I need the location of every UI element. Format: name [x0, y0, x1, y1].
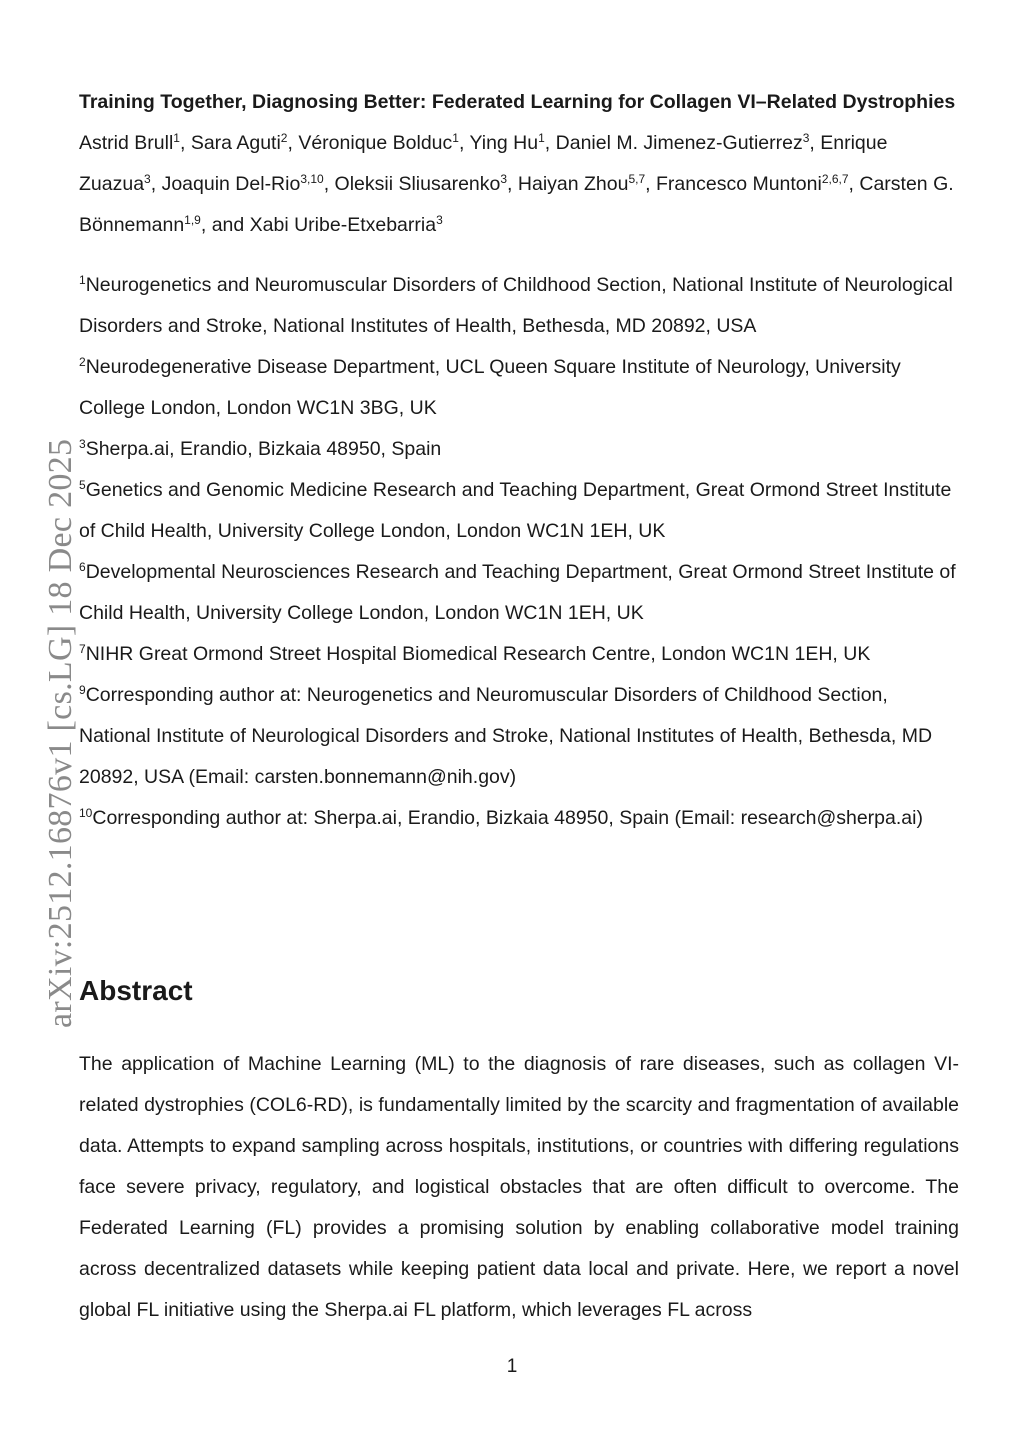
author: [250, 214, 443, 236]
affiliation-text: Corresponding author at: Neurogenetics and Neuromuscular Disorders of Childhood Section, National Institute of Neurological Disorders and Stroke, National Institutes of Health, Bethesda, MD 20892, USA (Email: carsten.bonnemann@nih.gov): [79, 684, 933, 788]
author-name: Sara Aguti: [190, 132, 281, 154]
affiliation-text: Genetics and Genomic Medicine Research and Teaching Department, Great Ormond Street Institute of Child Health, University College London, London WC1N 1EH, UK: [79, 479, 952, 542]
author: [191, 132, 299, 154]
author-affiliation-marker: 3: [144, 172, 151, 186]
author: [518, 173, 656, 195]
author: [656, 173, 859, 195]
affiliation-text: Developmental Neurosciences Research and Teaching Department, Great Ormond Street Institute of Child Health, University College London, London WC1N 1EH, UK: [79, 561, 956, 624]
author-separator: ,: [179, 132, 191, 154]
affiliation-number: 6: [79, 560, 86, 574]
paper-front-matter: [79, 82, 959, 839]
affiliation: [79, 552, 959, 634]
author: [298, 132, 469, 154]
affiliation: [79, 429, 959, 470]
author-affiliation-marker: 1,9: [184, 213, 201, 227]
author-affiliation-marker: 2,6,7: [821, 172, 849, 186]
affiliation: [79, 470, 959, 552]
author-affiliation-marker: 1: [173, 131, 180, 145]
author-name: Enrique Zuazua: [79, 132, 888, 195]
author-affiliation-marker: 3: [436, 213, 443, 227]
author: [469, 132, 555, 154]
author: [162, 173, 335, 195]
author-affiliation-marker: 1: [452, 131, 459, 145]
affiliation-text: Neurogenetics and Neuromuscular Disorders of Childhood Section, National Institute of Neurological Disorders and Stroke, National Institutes of Health, Bethesda, MD 20892, USA: [79, 274, 953, 337]
author-affiliation-marker: 1: [538, 131, 545, 145]
affiliation: [79, 347, 959, 429]
affiliation-number: 10: [79, 806, 93, 820]
author-affiliation-marker: 3: [802, 131, 810, 145]
author-separator: ,: [544, 132, 556, 154]
author-separator: ,: [287, 132, 299, 154]
author: [335, 173, 518, 195]
affiliation-text: NIHR Great Ormond Street Hospital Biomedical Research Centre, London WC1N 1EH, UK: [85, 643, 871, 665]
abstract-text: The application of Machine Learning (ML) to the diagnosis of rare diseases, such as collagen VI-related dystrophies (COL6-RD), is fundamentally limited by the scarcity and fragmentation of available data. Attempts to expand sampling across hospitals, institutions, or countries with differing regulations face severe privacy, regulatory, and logistical obstacles that are often difficult to overcome. The Federated Learning (FL) provides a promising solution by enabling collaborative model training across decentralized datasets while keeping patient data local and private. Here, we report a novel global FL initiative using the Sherpa.ai FL platform, which leverages FL across: [79, 1053, 959, 1321]
author-name: Joaquin Del-Rio: [161, 173, 301, 195]
affiliation-number: 1: [79, 273, 86, 287]
affiliation-list: [79, 265, 959, 839]
author-name: Francesco Muntoni: [656, 173, 822, 195]
affiliation: [79, 675, 959, 798]
affiliation-number: 5: [79, 478, 86, 492]
author-name: Ying Hu: [469, 132, 539, 154]
affiliation-text: Neurodegenerative Disease Department, UCL Queen Square Institute of Neurology, University College London, London WC1N 3BG, UK: [79, 356, 901, 419]
author-separator: ,: [323, 173, 335, 195]
affiliation-number: 2: [79, 355, 86, 369]
author-name: Véronique Bolduc: [298, 132, 453, 154]
author-name: Carsten G. Bönnemann: [79, 173, 954, 236]
affiliation-number: 7: [79, 642, 86, 656]
affiliation: [79, 265, 959, 347]
affiliation-number: 9: [79, 683, 86, 697]
author-name: Haiyan Zhou: [517, 173, 629, 195]
arxiv-stamp: arXiv:2512.16876v1 [cs.LG] 18 Dec 2025: [42, 438, 79, 1028]
author: [556, 132, 821, 154]
affiliation-number: 3: [79, 437, 86, 451]
author-affiliation-marker: 3,10: [300, 172, 324, 186]
author-affiliation-marker: 2: [280, 131, 288, 145]
affiliation-text: Corresponding author at: Sherpa.ai, Erandio, Bizkaia 48950, Spain (Email: research@sherpa.ai): [92, 807, 923, 829]
author-separator: ,: [507, 173, 518, 195]
author-name: Oleksii Sliusarenko: [334, 173, 501, 195]
author-name: Astrid Brull: [79, 132, 174, 154]
author-separator: , and: [200, 214, 250, 236]
author-separator: ,: [645, 173, 656, 195]
paper-title: Training Together, Diagnosing Better: Federated Learning for Collagen VI–Related Dystrophies: [79, 91, 956, 113]
author-list: [79, 123, 959, 246]
author-separator: ,: [458, 132, 470, 154]
author-affiliation-marker: 3: [500, 172, 508, 186]
author-name: Daniel M. Jimenez-Gutierrez: [555, 132, 803, 154]
affiliation-text: Sherpa.ai, Erandio, Bizkaia 48950, Spain: [85, 438, 442, 460]
author-separator: ,: [848, 173, 860, 195]
abstract-heading: Abstract: [79, 975, 193, 1006]
author-separator: ,: [809, 132, 821, 154]
author-separator: ,: [150, 173, 162, 195]
author-affiliation-marker: 5,7: [628, 172, 646, 186]
page-number: 1: [506, 1356, 518, 1377]
affiliation: [79, 634, 959, 675]
affiliation: [79, 798, 959, 839]
author: [79, 132, 191, 154]
author-name: Xabi Uribe-Etxebarria: [249, 214, 437, 236]
